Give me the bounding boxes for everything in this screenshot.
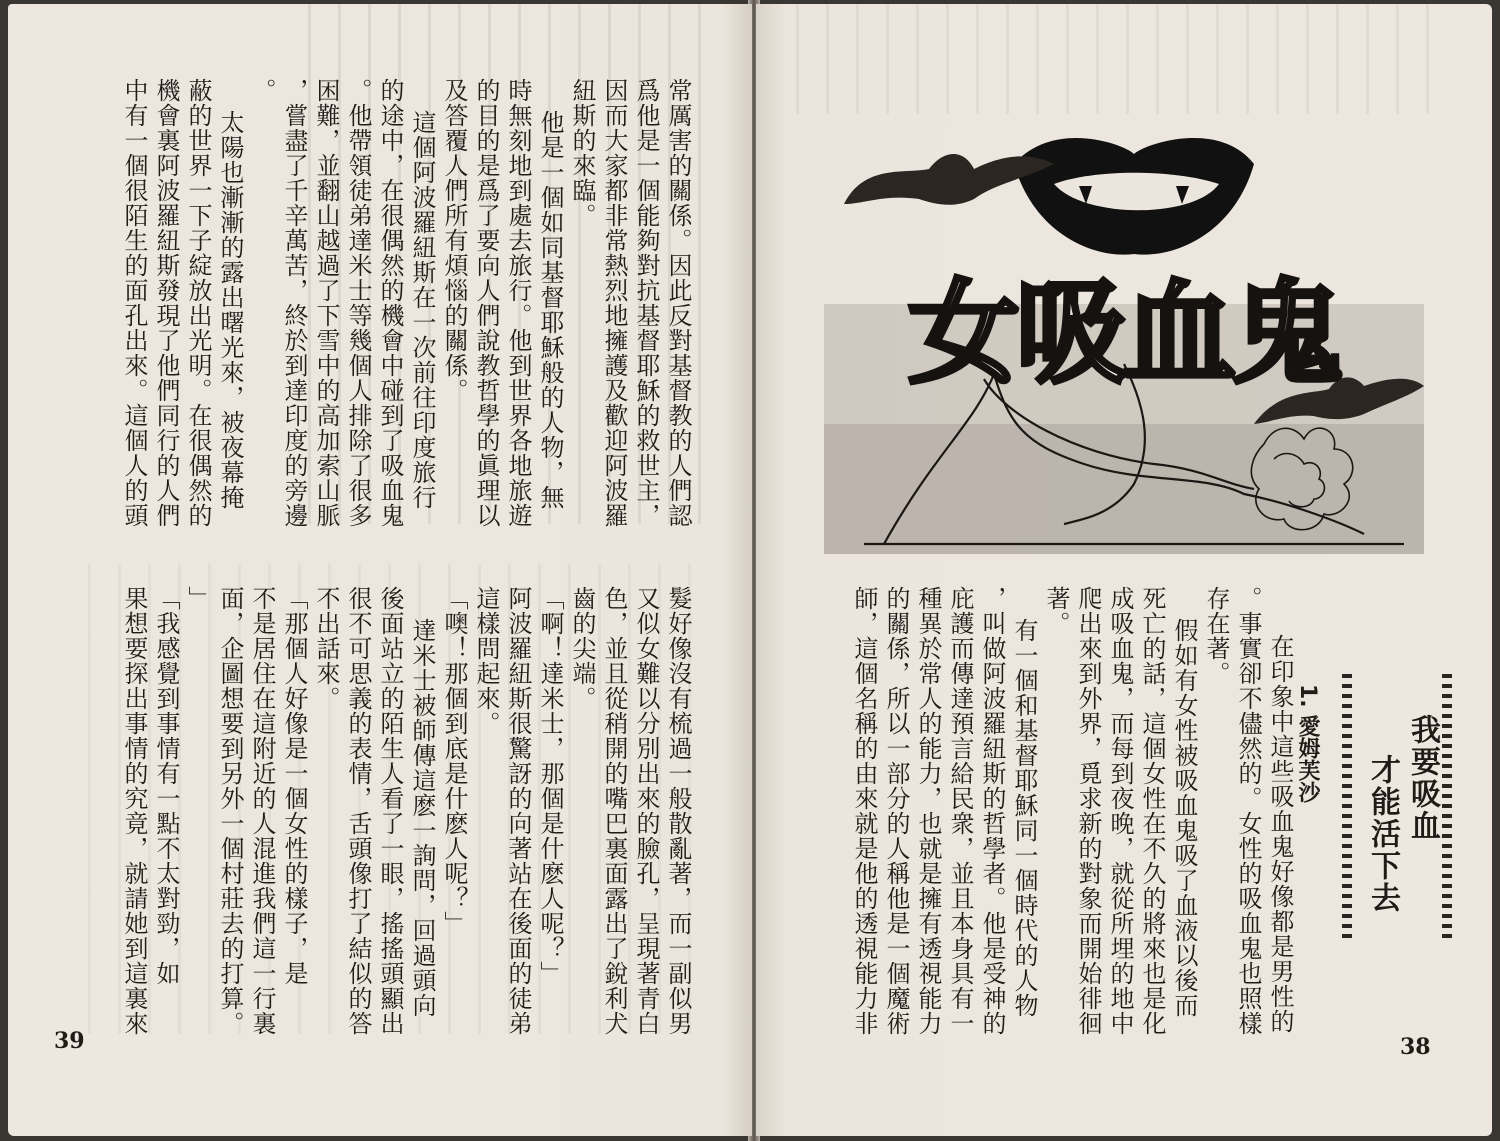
text-column: 時無刻地到處去旅行。他到世界各地旅遊 [504,78,532,528]
text-column: 常厲害的關係。因此反對基督教的人們認 [664,78,692,528]
text-column: 「我感覺到事情有一點不太對勁，如 [152,586,180,986]
text-column: 的目的是爲了要向人們說教哲學的眞理以 [472,78,500,528]
text-column: 機會裏阿波羅紐斯發現了他們同行的人們 [152,78,180,528]
left-bottom-text-block [74,586,694,1036]
text-column: 。事實卻不儘然的。女性的吸血鬼也照樣 [1234,586,1262,1036]
title-art: 女吸血鬼 [908,269,1340,399]
text-column: 。他帶領徒弟達米士等幾個人排除了很多 [344,78,372,528]
text-column: 的關係，所以一部分的人稱他是一個魔術 [882,586,910,1036]
text-column: 因而大家都非常熱烈地擁護及歡迎阿波羅 [600,78,628,528]
text-column: ，嘗盡了千辛萬苦，終於到達印度的旁邊 [280,78,308,528]
text-column: 庇護而傳達預言給民衆，並且本身具有一 [946,586,974,1036]
text-column: 他是一個如同基督耶穌般的人物，無 [536,110,564,510]
text-column: 達米士被師傳這麽一詢問，回過頭向 [408,618,436,1018]
text-column: 「噢！那個到底是什麽人呢？」 [440,586,468,936]
text-column: ，叫做阿波羅紐斯的哲學者。他是受神的 [978,586,1006,1036]
text-column: 師，這個名稱的由來就是他的透視能力非 [850,586,878,1036]
text-column: 不是居住在這附近的人混進我們這一行裏 [248,586,276,1036]
text-column: 「啊！達米士，那個是什麽人呢？」 [536,586,564,986]
text-column: 髮好像沒有梳過一般散亂著，而一副似男 [664,586,692,1036]
text-column: 又似女難以分別出來的臉孔，呈現著青白 [632,586,660,1036]
lips-icon [1014,138,1254,255]
text-column: 存在著。 [1202,586,1230,686]
text-column: 死亡的話，這個女性在不久的將來也是化 [1138,586,1166,1036]
section-subheading: 1. 愛姆芙沙 [1295,684,1320,804]
text-column: 爲他是一個能夠對抗基督耶穌的救世主， [632,78,660,528]
text-column: 齒的尖端。 [568,586,596,711]
right-body-text-block [776,586,1296,1036]
text-column: 果想要探出事情的究竟，就請她到這裏來 [120,586,148,1036]
page-number: 39 [54,1028,85,1054]
right-page [756,4,1492,1136]
title-illustration [824,124,1424,554]
text-column: 蔽的世界一下子綻放出光明。在很偶然的 [184,78,212,528]
text-column: 中有一個很陌生的面孔出來。這個人的頭 [120,78,148,528]
text-column: 有一個和基督耶穌同一個時代的人物 [1010,618,1038,1018]
text-column: 在印象中這些吸血鬼好像都是男性的 [1266,634,1294,1034]
text-column: 很不可思義的表情，舌頭像打了結似的答 [344,586,372,1036]
left-top-text-block [74,78,694,556]
text-column: 種異於常人的能力，也就是擁有透視能力 [914,586,942,1036]
text-column: 後面站立的陌生人看了一眼，搖搖頭顯出 [376,586,404,1036]
text-column: 面，企圖想要到另外一個村莊去的打算。 [216,586,244,1036]
text-column: 的途中，在很偶然的機會中碰到了吸血鬼 [376,78,404,528]
text-column: 及答覆人們所有煩惱的關係。 [440,78,468,403]
text-column: 不出話來。 [312,586,340,711]
text-column: 假如有女性被吸血鬼吸了血液以後而 [1170,618,1198,1018]
left-page [8,4,752,1136]
text-column: 這樣問起來。 [472,586,500,736]
text-column: 紐斯的來臨。 [568,78,596,228]
text-column: 這個阿波羅紐斯在一次前往印度旅行 [408,110,436,510]
text-column: 困難，並翻山越過了下雪中的高加索山脈 [312,78,340,528]
text-column: 太陽也漸漸的露出曙光來，被夜幕掩 [216,110,244,510]
ornament-border [1342,674,1352,944]
show-through-text [796,4,1436,114]
page-number: 38 [1400,1034,1431,1060]
chapter-heading [1342,674,1482,954]
text-column: 「那個人好像是一個女性的樣子，是 [280,586,308,986]
text-column: 。 [248,78,276,103]
text-column: 色，並且從稍開的嘴巴裏面露出了銳利犬 [600,586,628,1036]
heading-line-2: 才能活下去 [1365,754,1400,914]
text-column: 阿波羅紐斯很驚訝的向著站在後面的徒弟 [504,586,532,1036]
text-column: 著。 [1042,586,1070,636]
text-column: 爬出來到外界，覓求新的對象而開始徘徊 [1074,586,1102,1036]
text-column: 成吸血鬼，而每到夜晚，就從所埋的地中 [1106,586,1134,1036]
text-column: 」 [184,586,212,611]
heading-line-1: 我要吸血 [1405,714,1440,842]
